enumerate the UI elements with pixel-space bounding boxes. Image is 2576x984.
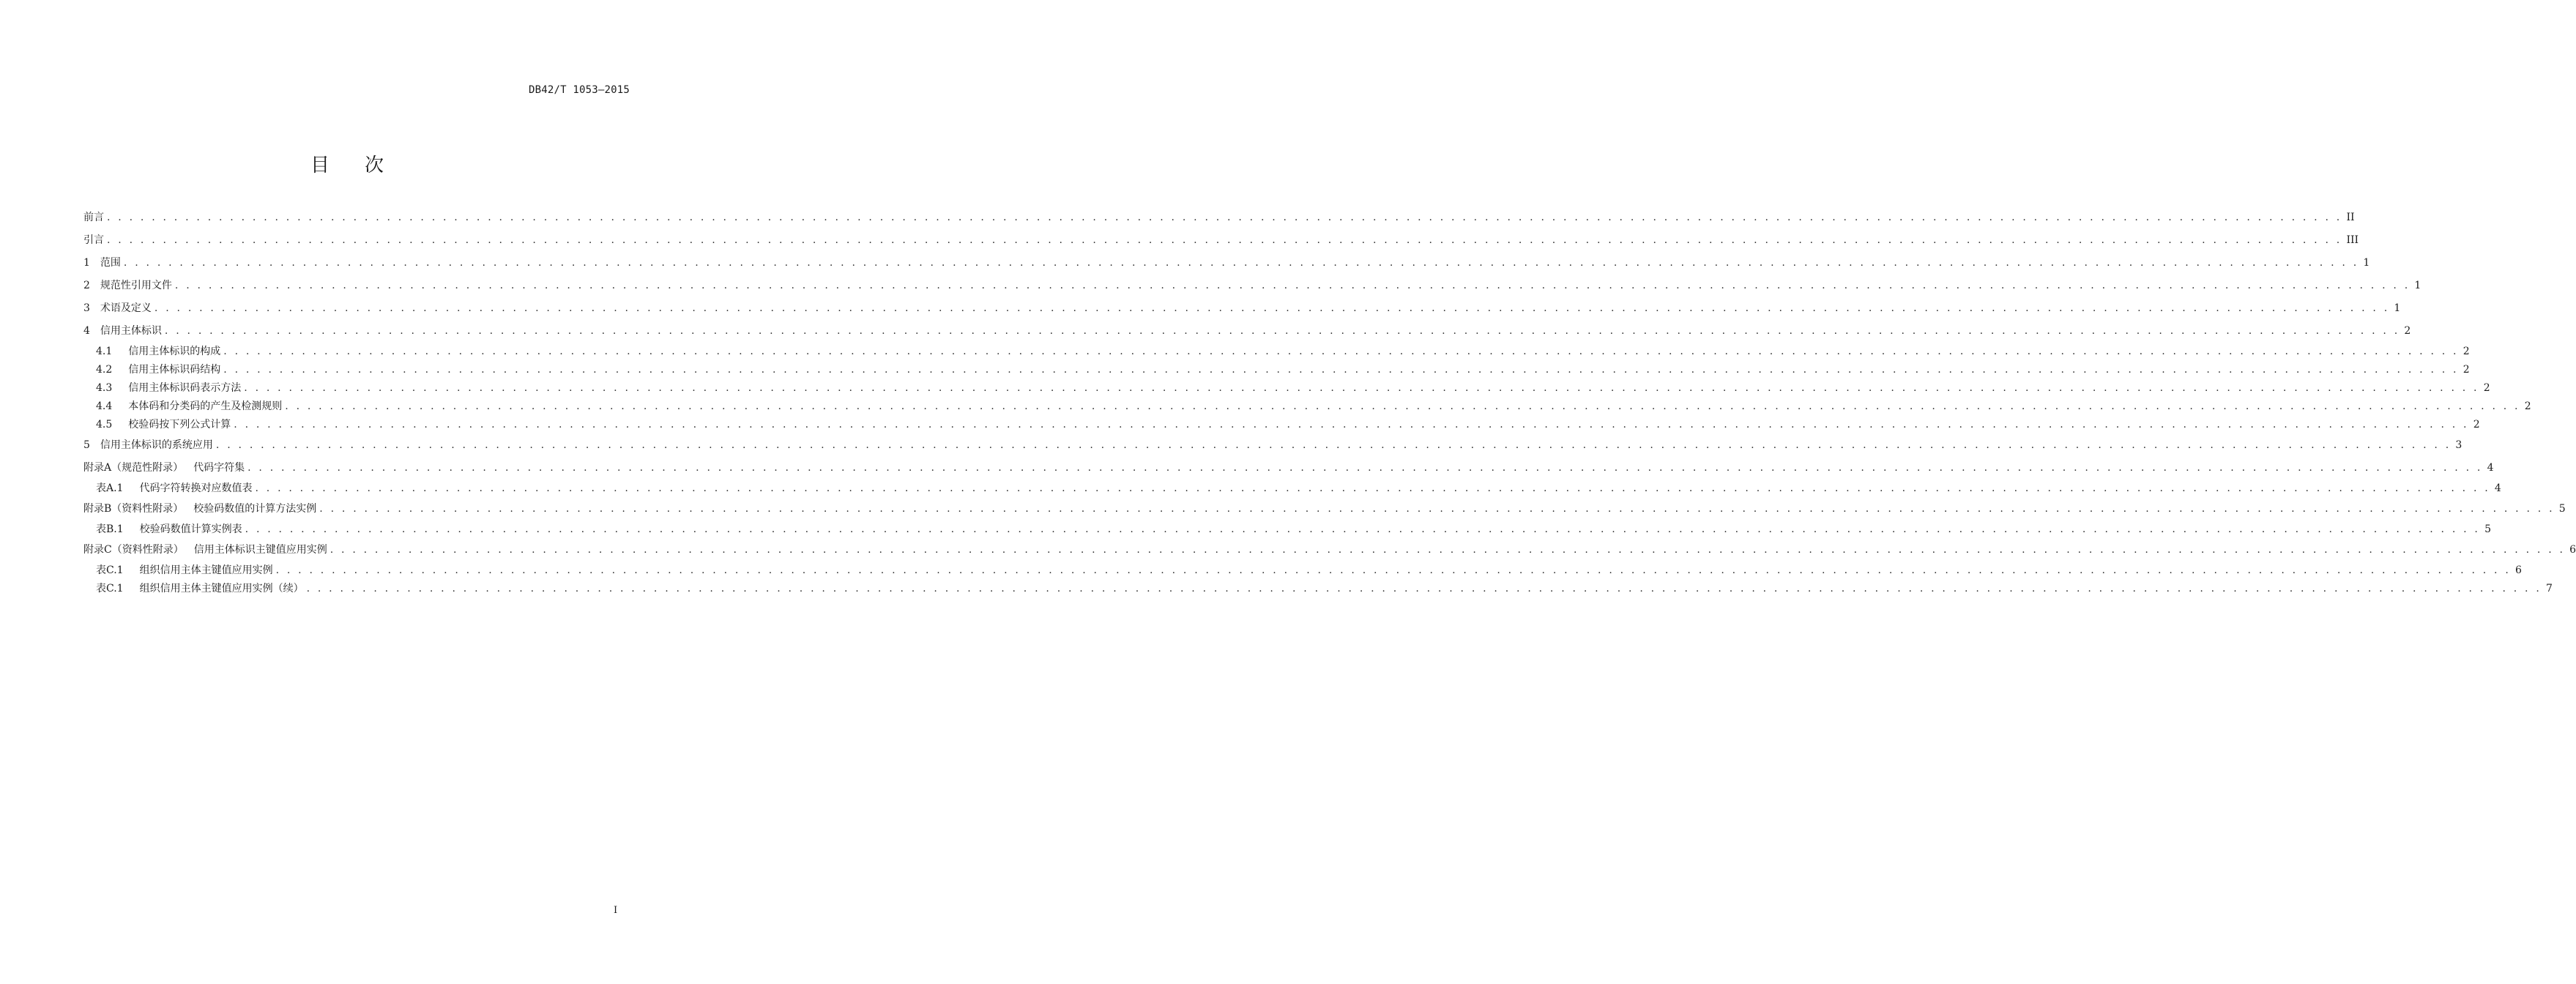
toc-entry-number: 5 xyxy=(83,439,90,451)
toc-entry-number: 1 xyxy=(83,257,90,269)
toc-leader-dots: . . . . . . . . . . . . . . . . . . . . . . . . . . . . . . . . . . . . . . . . . . . . . . . . . . . . . . . . . . . . . . . . . . . . . . . . . . . . . . . . . . . . . . . . . . . . . . . . . . . . . . . . . . . . . . . . . . . . . . . . . . . . . . . . . . . . . . . . . . . . . . . . . . . . . . . . . . . . . . . . . . . . . . . . . . . . . . . . . . . . . . . . . . . . . . . . . . . . . . . . xyxy=(247,462,2483,474)
toc-leader-dots: . . . . . . . . . . . . . . . . . . . . . . . . . . . . . . . . . . . . . . . . . . . . . . . . . . . . . . . . . . . . . . . . . . . . . . . . . . . . . . . . . . . . . . . . . . . . . . . . . . . . . . . . . . . . . . . . . . . . . . . . . . . . . . . . . . . . . . . . . . . . . . . . . . . . . . . . . . . . . . . . . . . . . . . . . . . . . . . . . . . . . . . . . . . . . . . . . . . . . . . . xyxy=(215,439,2452,451)
toc-leader-dots: . . . . . . . . . . . . . . . . . . . . . . . . . . . . . . . . . . . . . . . . . . . . . . . . . . . . . . . . . . . . . . . . . . . . . . . . . . . . . . . . . . . . . . . . . . . . . . . . . . . . . . . . . . . . . . . . . . . . . . . . . . . . . . . . . . . . . . . . . . . . . . . . . . . . . . . . . . . . . . . . . . . . . . . . . . . . . . . . . . . . . . . . . . . . . . . . . . . . . . . . xyxy=(174,280,2411,291)
toc-entry-page: II xyxy=(2346,212,2355,223)
toc-entry-text: 组织信用主体主键值应用实例（续） xyxy=(139,583,304,594)
toc-entry-number: 2 xyxy=(83,280,90,291)
toc-leader-dots: . . . . . . . . . . . . . . . . . . . . . . . . . . . . . . . . . . . . . . . . . . . . . . . . . . . . . . . . . . . . . . . . . . . . . . . . . . . . . . . . . . . . . . . . . . . . . . . . . . . . . . . . . . . . . . . . . . . . . . . . . . . . . . . . . . . . . . . . . . . . . . . . . . . . . . . . . . . . . . . . . . . . . . . . . . . . . . . . . . . . . . . . . . . . . . . . . . . . . . . . xyxy=(319,503,2555,515)
toc-entry[interactable] xyxy=(83,398,2531,417)
toc-entry-label xyxy=(83,542,327,556)
toc-entry-number: 附录A（规范性附录） xyxy=(83,462,184,474)
toc-entry-page: 4 xyxy=(2487,462,2494,474)
toc-entry-text: 代码字符集 xyxy=(193,462,245,474)
toc-entry-text: 组织信用主体主键值应用实例 xyxy=(139,564,273,576)
toc-entry-text: 校验码按下列公式计算 xyxy=(128,419,231,430)
toc-entry-label xyxy=(96,581,304,595)
document-code: DB42/T 1053—2015 xyxy=(528,84,630,96)
toc-entry-text: 本体码和分类码的产生及检测规则 xyxy=(128,400,283,412)
toc-entry-page: 6 xyxy=(2569,544,2576,556)
toc-entry-page: 2 xyxy=(2463,364,2470,376)
toc-leader-dots: . . . . . . . . . . . . . . . . . . . . . . . . . . . . . . . . . . . . . . . . . . . . . . . . . . . . . . . . . . . . . . . . . . . . . . . . . . . . . . . . . . . . . . . . . . . . . . . . . . . . . . . . . . . . . . . . . . . . . . . . . . . . . . . . . . . . . . . . . . . . . . . . . . . . . . . . . . . . . . . . . . . . . . . . . . . . . . . . . . . . . . . . . . . . . . . . . . . . . . . . xyxy=(244,382,2479,394)
toc-entry-number: 4.5 xyxy=(96,419,113,430)
toc-entry-label xyxy=(83,255,121,269)
toc-entry-page: 2 xyxy=(2463,346,2470,357)
toc-entry-page: 2 xyxy=(2473,419,2480,430)
toc-entry-label xyxy=(83,300,152,315)
toc-entry[interactable] xyxy=(83,542,2576,564)
toc-entry-number: 附录B（资料性附录） xyxy=(83,503,184,515)
toc-entry-number: 4.2 xyxy=(96,364,113,376)
toc-entry[interactable] xyxy=(83,232,2359,255)
toc-leader-dots: . . . . . . . . . . . . . . . . . . . . . . . . . . . . . . . . . . . . . . . . . . . . . . . . . . . . . . . . . . . . . . . . . . . . . . . . . . . . . . . . . . . . . . . . . . . . . . . . . . . . . . . . . . . . . . . . . . . . . . . . . . . . . . . . . . . . . . . . . . . . . . . . . . . . . . . . . . . . . . . . . . . . . . . . . . . . . . . . . . . . . . . . . . . . . . . . . . . . . . . . xyxy=(164,325,2400,337)
toc-entry-page: 1 xyxy=(2414,280,2421,291)
toc-entry-number: 表C.1 xyxy=(96,564,124,576)
toc-entry-number: 4.3 xyxy=(96,382,113,394)
toc-entry-label xyxy=(83,232,104,247)
toc-entry-page: 2 xyxy=(2483,382,2490,394)
toc-entry-label xyxy=(96,343,220,358)
toc-entry[interactable] xyxy=(83,417,2480,435)
toc-entry-text: 信用主体标识码结构 xyxy=(128,364,221,376)
toc-entry-text: 信用主体标识的构成 xyxy=(128,346,221,357)
toc-entry-number: 4.1 xyxy=(96,346,113,357)
toc-leader-dots: . . . . . . . . . . . . . . . . . . . . . . . . . . . . . . . . . . . . . . . . . . . . . . . . . . . . . . . . . . . . . . . . . . . . . . . . . . . . . . . . . . . . . . . . . . . . . . . . . . . . . . . . . . . . . . . . . . . . . . . . . . . . . . . . . . . . . . . . . . . . . . . . . . . . . . . . . . . . . . . . . . . . . . . . . . . . . . . . . . . . . . . . . . . . . . . . . . . . . . . . xyxy=(223,346,2459,357)
toc-entry[interactable] xyxy=(83,521,2492,540)
toc-entry[interactable] xyxy=(83,277,2421,300)
toc-entry-number: 3 xyxy=(83,302,90,314)
toc-entry-label xyxy=(96,562,273,577)
toc-entry-page: 1 xyxy=(2394,302,2401,314)
toc-entry-text: 引言 xyxy=(83,234,104,246)
toc-entry[interactable] xyxy=(83,380,2490,398)
toc-entry[interactable] xyxy=(83,562,2522,581)
toc-entry-label xyxy=(96,417,231,431)
toc-entry-number: 4 xyxy=(83,325,90,337)
toc-entry-page: 6 xyxy=(2515,564,2522,576)
table-of-contents xyxy=(83,209,2576,599)
page-number: I xyxy=(614,905,618,916)
toc-entry[interactable] xyxy=(83,323,2411,346)
toc-entry-label xyxy=(96,398,282,413)
toc-entry-text: 规范性引用文件 xyxy=(100,280,172,291)
toc-entry-number: 表A.1 xyxy=(96,482,124,494)
toc-entry-page: III xyxy=(2346,234,2359,246)
toc-entry[interactable] xyxy=(83,343,2470,362)
toc-leader-dots: . . . . . . . . . . . . . . . . . . . . . . . . . . . . . . . . . . . . . . . . . . . . . . . . . . . . . . . . . . . . . . . . . . . . . . . . . . . . . . . . . . . . . . . . . . . . . . . . . . . . . . . . . . . . . . . . . . . . . . . . . . . . . . . . . . . . . . . . . . . . . . . . . . . . . . . . . . . . . . . . . . . . . . . . . . . . . . . . . . . . . . . . . . . . . . . . . . . . . . . . xyxy=(107,234,2342,246)
toc-entry[interactable] xyxy=(83,460,2494,482)
toc-entry-label xyxy=(96,521,242,536)
toc-leader-dots: . . . . . . . . . . . . . . . . . . . . . . . . . . . . . . . . . . . . . . . . . . . . . . . . . . . . . . . . . . . . . . . . . . . . . . . . . . . . . . . . . . . . . . . . . . . . . . . . . . . . . . . . . . . . . . . . . . . . . . . . . . . . . . . . . . . . . . . . . . . . . . . . . . . . . . . . . . . . . . . . . . . . . . . . . . . . . . . . . . . . . . . . . . . . . . . . . . . . . . . . xyxy=(330,544,2566,556)
toc-entry-label xyxy=(83,323,162,338)
toc-entry-label xyxy=(96,380,241,395)
toc-entry-label xyxy=(83,437,213,452)
toc-entry[interactable] xyxy=(83,437,2463,460)
toc-entry[interactable] xyxy=(83,362,2470,380)
toc-entry-number: 表C.1 xyxy=(96,583,124,594)
toc-entry-label xyxy=(96,480,252,495)
toc-entry-text: 信用主体标识码表示方法 xyxy=(128,382,242,394)
toc-entry-page: 7 xyxy=(2546,583,2553,594)
page-title xyxy=(0,150,696,177)
toc-entry-text: 校验码数值计算实例表 xyxy=(139,523,242,535)
toc-entry[interactable] xyxy=(83,480,2501,499)
toc-entry-page: 1 xyxy=(2363,257,2370,269)
toc-entry-text: 范围 xyxy=(100,257,121,269)
toc-leader-dots: . . . . . . . . . . . . . . . . . . . . . . . . . . . . . . . . . . . . . . . . . . . . . . . . . . . . . . . . . . . . . . . . . . . . . . . . . . . . . . . . . . . . . . . . . . . . . . . . . . . . . . . . . . . . . . . . . . . . . . . . . . . . . . . . . . . . . . . . . . . . . . . . . . . . . . . . . . . . . . . . . . . . . . . . . . . . . . . . . . . . . . . . . . . . . . . . . . . . . . . . xyxy=(234,419,2469,430)
toc-entry-number: 表B.1 xyxy=(96,523,124,535)
toc-entry[interactable] xyxy=(83,581,2553,599)
toc-leader-dots: . . . . . . . . . . . . . . . . . . . . . . . . . . . . . . . . . . . . . . . . . . . . . . . . . . . . . . . . . . . . . . . . . . . . . . . . . . . . . . . . . . . . . . . . . . . . . . . . . . . . . . . . . . . . . . . . . . . . . . . . . . . . . . . . . . . . . . . . . . . . . . . . . . . . . . . . . . . . . . . . . . . . . . . . . . . . . . . . . . . . . . . . . . . . . . . . . . . . . . . . xyxy=(275,564,2512,576)
toc-entry[interactable] xyxy=(83,501,2566,523)
toc-leader-dots: . . . . . . . . . . . . . . . . . . . . . . . . . . . . . . . . . . . . . . . . . . . . . . . . . . . . . . . . . . . . . . . . . . . . . . . . . . . . . . . . . . . . . . . . . . . . . . . . . . . . . . . . . . . . . . . . . . . . . . . . . . . . . . . . . . . . . . . . . . . . . . . . . . . . . . . . . . . . . . . . . . . . . . . . . . . . . . . . . . . . . . . . . . . . . . . . . . . . . . . . xyxy=(107,212,2342,223)
toc-entry-page: 5 xyxy=(2558,503,2566,515)
toc-entry-label xyxy=(83,501,316,515)
toc-entry-number: 附录C（资料性附录） xyxy=(83,544,184,556)
toc-entry-text: 校验码数值的计算方法实例 xyxy=(193,503,317,515)
toc-entry-text: 代码字符转换对应数值表 xyxy=(139,482,253,494)
toc-entry-text: 信用主体标识 xyxy=(100,325,162,337)
toc-leader-dots: . . . . . . . . . . . . . . . . . . . . . . . . . . . . . . . . . . . . . . . . . . . . . . . . . . . . . . . . . . . . . . . . . . . . . . . . . . . . . . . . . . . . . . . . . . . . . . . . . . . . . . . . . . . . . . . . . . . . . . . . . . . . . . . . . . . . . . . . . . . . . . . . . . . . . . . . . . . . . . . . . . . . . . . . . . . . . . . . . . . . . . . . . . . . . . . . . . . . . . . . xyxy=(123,257,2359,269)
toc-entry-number: 4.4 xyxy=(96,400,113,412)
toc-entry[interactable] xyxy=(83,255,2370,277)
toc-entry[interactable] xyxy=(83,300,2401,323)
toc-entry-page: 2 xyxy=(2524,400,2531,412)
toc-leader-dots: . . . . . . . . . . . . . . . . . . . . . . . . . . . . . . . . . . . . . . . . . . . . . . . . . . . . . . . . . . . . . . . . . . . . . . . . . . . . . . . . . . . . . . . . . . . . . . . . . . . . . . . . . . . . . . . . . . . . . . . . . . . . . . . . . . . . . . . . . . . . . . . . . . . . . . . . . . . . . . . . . . . . . . . . . . . . . . . . . . . . . . . . . . . . . . . . . . . . . . . . xyxy=(255,482,2490,494)
toc-entry-text: 前言 xyxy=(83,212,104,223)
toc-leader-dots: . . . . . . . . . . . . . . . . . . . . . . . . . . . . . . . . . . . . . . . . . . . . . . . . . . . . . . . . . . . . . . . . . . . . . . . . . . . . . . . . . . . . . . . . . . . . . . . . . . . . . . . . . . . . . . . . . . . . . . . . . . . . . . . . . . . . . . . . . . . . . . . . . . . . . . . . . . . . . . . . . . . . . . . . . . . . . . . . . . . . . . . . . . . . . . . . . . . . . . . . xyxy=(223,364,2459,376)
toc-entry-text: 信用主体标识的系统应用 xyxy=(100,439,213,451)
toc-leader-dots: . . . . . . . . . . . . . . . . . . . . . . . . . . . . . . . . . . . . . . . . . . . . . . . . . . . . . . . . . . . . . . . . . . . . . . . . . . . . . . . . . . . . . . . . . . . . . . . . . . . . . . . . . . . . . . . . . . . . . . . . . . . . . . . . . . . . . . . . . . . . . . . . . . . . . . . . . . . . . . . . . . . . . . . . . . . . . . . . . . . . . . . . . . . . . . . . . . . . . . . . xyxy=(245,523,2481,535)
toc-leader-dots: . . . . . . . . . . . . . . . . . . . . . . . . . . . . . . . . . . . . . . . . . . . . . . . . . . . . . . . . . . . . . . . . . . . . . . . . . . . . . . . . . . . . . . . . . . . . . . . . . . . . . . . . . . . . . . . . . . . . . . . . . . . . . . . . . . . . . . . . . . . . . . . . . . . . . . . . . . . . . . . . . . . . . . . . . . . . . . . . . . . . . . . . . . . . . . . . . . . . . . . . xyxy=(306,583,2542,594)
toc-entry-label xyxy=(83,209,104,224)
toc-entry-label xyxy=(83,277,172,292)
title-char-2: 次 xyxy=(365,154,386,176)
toc-leader-dots: . . . . . . . . . . . . . . . . . . . . . . . . . . . . . . . . . . . . . . . . . . . . . . . . . . . . . . . . . . . . . . . . . . . . . . . . . . . . . . . . . . . . . . . . . . . . . . . . . . . . . . . . . . . . . . . . . . . . . . . . . . . . . . . . . . . . . . . . . . . . . . . . . . . . . . . . . . . . . . . . . . . . . . . . . . . . . . . . . . . . . . . . . . . . . . . . . . . . . . . . xyxy=(154,302,2390,314)
toc-entry-page: 2 xyxy=(2404,325,2411,337)
title-char-1: 目 xyxy=(310,154,331,176)
toc-entry-label xyxy=(83,460,245,474)
toc-leader-dots: . . . . . . . . . . . . . . . . . . . . . . . . . . . . . . . . . . . . . . . . . . . . . . . . . . . . . . . . . . . . . . . . . . . . . . . . . . . . . . . . . . . . . . . . . . . . . . . . . . . . . . . . . . . . . . . . . . . . . . . . . . . . . . . . . . . . . . . . . . . . . . . . . . . . . . . . . . . . . . . . . . . . . . . . . . . . . . . . . . . . . . . . . . . . . . . . . . . . . . . . xyxy=(285,400,2520,412)
toc-entry-text: 术语及定义 xyxy=(100,302,152,314)
toc-entry-text: 信用主体标识主键值应用实例 xyxy=(193,544,327,556)
toc-entry-page: 5 xyxy=(2484,523,2492,535)
toc-entry-label xyxy=(96,362,220,376)
toc-entry-page: 4 xyxy=(2494,482,2501,494)
toc-entry[interactable] xyxy=(83,209,2355,232)
toc-entry-page: 3 xyxy=(2455,439,2463,451)
